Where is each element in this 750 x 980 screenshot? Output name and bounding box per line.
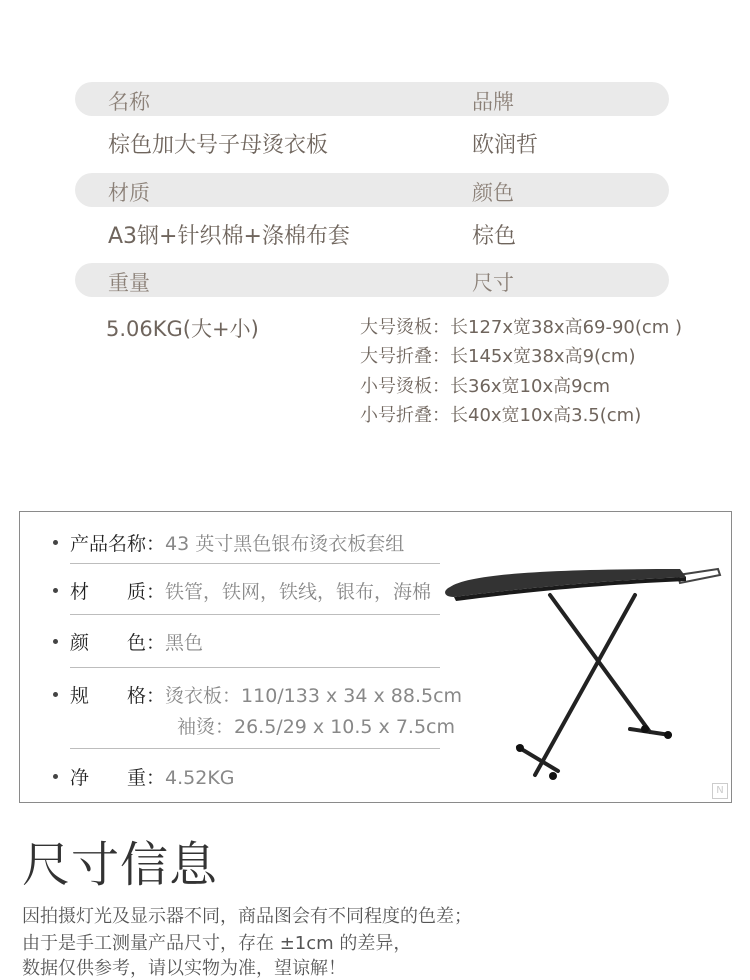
row-key: 材 质： [70, 581, 166, 603]
product-row-weight [70, 763, 235, 790]
bullet-dot [53, 540, 58, 545]
product-card [19, 511, 732, 803]
row-value: 烫衣板：110/133 x 34 x 88.5cm [165, 685, 463, 707]
spec-value-color: 棕色 [472, 224, 517, 249]
row-key: 颜 色： [70, 632, 166, 654]
board-foot [664, 731, 672, 739]
spec-label-material: 材质 [108, 181, 150, 205]
row-value: 4.52KG [165, 767, 235, 789]
spec-label-brand: 品牌 [472, 90, 514, 114]
row-divider [70, 614, 440, 615]
row-value: 黑色 [165, 632, 204, 654]
size-line: 小号折叠：长40x宽10x高3.5(cm) [360, 405, 642, 426]
row-value: 袖烫：26.5/29 x 10.5 x 7.5cm [177, 716, 456, 738]
bullet-dot [53, 588, 58, 593]
row-divider [70, 667, 440, 668]
size-line: 大号烫板：长127x宽38x高69-90(cm ) [360, 317, 683, 338]
section-title: 尺寸信息 [22, 837, 219, 893]
spec-label-size: 尺寸 [472, 271, 514, 295]
note-line: 因拍摄灯光及显示器不同，商品图会有不同程度的色差； [22, 906, 472, 927]
spec-label-color: 颜色 [472, 181, 514, 205]
spec-header-bar [75, 82, 669, 116]
row-divider [70, 563, 440, 564]
spec-value-name: 棕色加大号子母烫衣板 [108, 133, 329, 158]
ironing-board-image [440, 557, 725, 792]
size-line: 大号折叠：长145x宽38x高9(cm) [360, 346, 636, 367]
product-row-spec [70, 681, 462, 708]
row-value: 铁管，铁网，铁线，银布，海棉 [165, 581, 432, 603]
product-row-material [70, 577, 431, 604]
bullet-dot [53, 692, 58, 697]
row-value: 43 英寸黑色银布烫衣板套组 [165, 533, 405, 555]
board-top [445, 569, 686, 597]
board-foot [549, 772, 557, 780]
bullet-dot [53, 639, 58, 644]
spec-header-bar [75, 263, 669, 297]
bullet-dot [53, 774, 58, 779]
spec-label-weight: 重量 [108, 271, 150, 295]
board-foot [641, 725, 649, 733]
spec-label-name: 名称 [108, 90, 150, 114]
note-line: 数据仅供参考，请以实物为准，望谅解！ [22, 958, 346, 979]
spec-value-weight: 5.06KG(大+小) [106, 317, 259, 341]
spec-value-brand: 欧润哲 [472, 133, 539, 158]
board-foot [516, 744, 524, 752]
product-row-color [70, 628, 203, 655]
row-key: 规 格： [70, 685, 166, 707]
board-legs [518, 595, 670, 775]
row-divider [70, 748, 440, 749]
corner-mark: N [712, 783, 728, 799]
spec-header-bar [75, 173, 669, 207]
row-key: 净 重： [70, 767, 166, 789]
product-row-spec-sleeve [177, 712, 455, 739]
product-row-name [70, 529, 404, 556]
spec-value-material: A3钢+针织棉+涤棉布套 [108, 224, 350, 249]
row-key: 产品名称： [70, 533, 166, 555]
note-line: 由于是手工测量产品尺寸，存在 ±1cm 的差异， [22, 933, 412, 954]
size-line: 小号烫板：长36x宽10x高9cm [360, 376, 610, 397]
